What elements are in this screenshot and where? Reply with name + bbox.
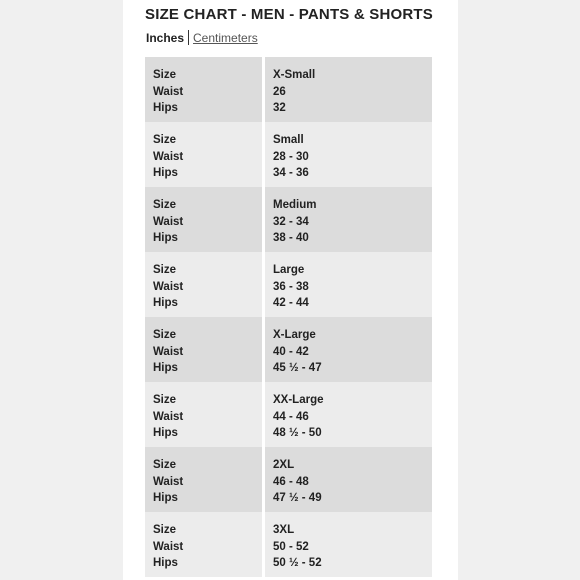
table-row — [145, 512, 432, 577]
table-row — [145, 252, 432, 317]
table-row — [145, 317, 432, 382]
table-row — [145, 122, 432, 187]
table-row — [145, 187, 432, 252]
value-cell: Medium 32 - 34 38 - 40 — [265, 187, 432, 252]
page-title: SIZE CHART - MEN - PANTS & SHORTS — [145, 6, 433, 23]
size-table — [145, 57, 432, 577]
unit-centimeters-link[interactable]: Centimeters — [193, 31, 258, 45]
value-cell: X-Small 26 32 — [265, 57, 432, 122]
value-cell: 2XL 46 - 48 47 ½ - 49 — [265, 447, 432, 512]
unit-inches-tab[interactable]: Inches — [146, 31, 185, 45]
label-cell: Size Waist Hips — [145, 252, 262, 317]
value-cell: 3XL 50 - 52 50 ½ - 52 — [265, 512, 432, 577]
value-cell: Large 36 - 38 42 - 44 — [265, 252, 432, 317]
label-cell: Size Waist Hips — [145, 382, 262, 447]
label-cell: Size Waist Hips — [145, 57, 262, 122]
value-cell: Small 28 - 30 34 - 36 — [265, 122, 432, 187]
label-cell: Size Waist Hips — [145, 187, 262, 252]
value-cell: XX-Large 44 - 46 48 ½ - 50 — [265, 382, 432, 447]
label-cell: Size Waist Hips — [145, 122, 262, 187]
table-row — [145, 447, 432, 512]
label-cell: Size Waist Hips — [145, 317, 262, 382]
table-row — [145, 382, 432, 447]
label-cell: Size Waist Hips — [145, 447, 262, 512]
value-cell: X-Large 40 - 42 45 ½ - 47 — [265, 317, 432, 382]
table-row — [145, 57, 432, 122]
label-cell: Size Waist Hips — [145, 512, 262, 577]
unit-separator — [188, 30, 189, 45]
unit-toggle — [146, 30, 258, 45]
